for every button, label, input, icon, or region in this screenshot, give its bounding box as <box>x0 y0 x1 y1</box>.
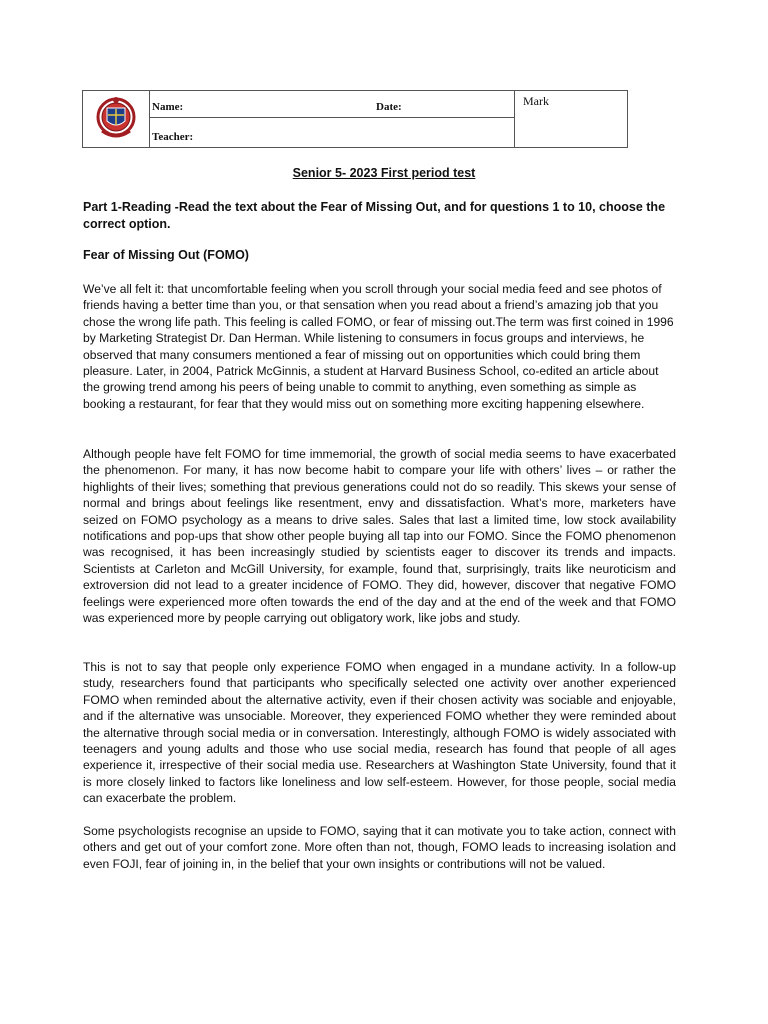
article-paragraph: Some psychologists recognise an upside to FOMO, saying that it can motivate you to take action, connect with others and get out of your comfort zone. More often than not, though, FOMO leads to increasing isolation and even FOJI, fear of joining in, in the belief that your own insights or contributions will not be valued. <box>83 824 676 871</box>
header-table <box>82 90 628 148</box>
article-paragraph: We’ve all felt it: that uncomfortable feeling when you scroll through your social media feed and see photos of friends having a better time than you, or that sensation when you read about a friend’s amazing job that you chose the wrong life path. This feeling is called FOMO, or fear of missing out.The term was first coined in 1996 by Marketing Strategist Dr. Dan Herman. While listening to consumers in focus groups and interviews, he observed that many consumers mentioned a fear of missing out on opportunities which could bring them pleasure. Later, in 2004, Patrick McGinnis, a student at Harvard Business School, co-edited an article about the growing trend among his peers of being unable to commit to anything, even something as simple as booking a restaurant, for fear that they would miss out on something more exciting happening elsewhere. <box>83 282 674 411</box>
part-heading: Part 1-Reading -Read the text about the Fear of Missing Out, and for questions 1 to 10, choose the correct option. <box>83 200 666 231</box>
document-title: Senior 5- 2023 First period test <box>292 166 476 180</box>
school-crest-icon <box>96 95 136 143</box>
article-paragraph: Although people have felt FOMO for time immemorial, the growth of social media seems to have exacerbated the phenomenon. For many, it has now become habit to compare your life with others’ lives – or rather the highlights of their lives; something that previous generations could not do so readily. This skews your sense of normal and brings about feelings like resentment, envy and dissatisfaction. What’s more, marketers have seized on FOMO psychology as a means to drive sales. Sales that last a limited time, low stock availability notifications and pop-ups that show other people buying all tap into our FOMO. Since the FOMO phenomenon was recognised, it has been increasingly studied by scientists eager to discover its trends and impacts. Scientists at Carleton and McGill University, for example, found that, surprisingly, traits like neuroticism and extroversion did not lead to a greater incidence of FOMO. They did, however, discover that negative FOMO feelings were experienced more often towards the end of the day and at the end of the week and that FOMO was experienced more by people carrying out obligatory work, like jobs and study. <box>83 447 676 626</box>
article-paragraph: This is not to say that people only experience FOMO when engaged in a mundane activity. In a follow-up study, researchers found that participants who specifically selected one activity over another experienced FOMO when reminded about the alternative activity, even if their chosen activity was sociable and enjoyable, and if the alternative was unsociable. Moreover, they experienced FOMO whether they were reminded about the alternative through social media or in conversation. Interestingly, although FOMO is widely associated with teenagers and young adults and those who use social media, research has found that people of all ages experience it, irrespective of their social media use. Researchers at Washington State University, found that it is more closely linked to factors like loneliness and low self-esteem. However, for those people, social media can exacerbate the problem. <box>83 660 676 806</box>
date-label: Date: <box>376 101 402 113</box>
name-date-teacher-cell <box>149 91 515 147</box>
name-label: Name: <box>152 101 184 113</box>
name-date-row <box>149 91 514 118</box>
teacher-label: Teacher: <box>152 131 194 143</box>
mark-label: Mark <box>523 94 549 108</box>
article-title: Fear of Missing Out (FOMO) <box>83 248 249 262</box>
logo-cell <box>83 91 150 147</box>
